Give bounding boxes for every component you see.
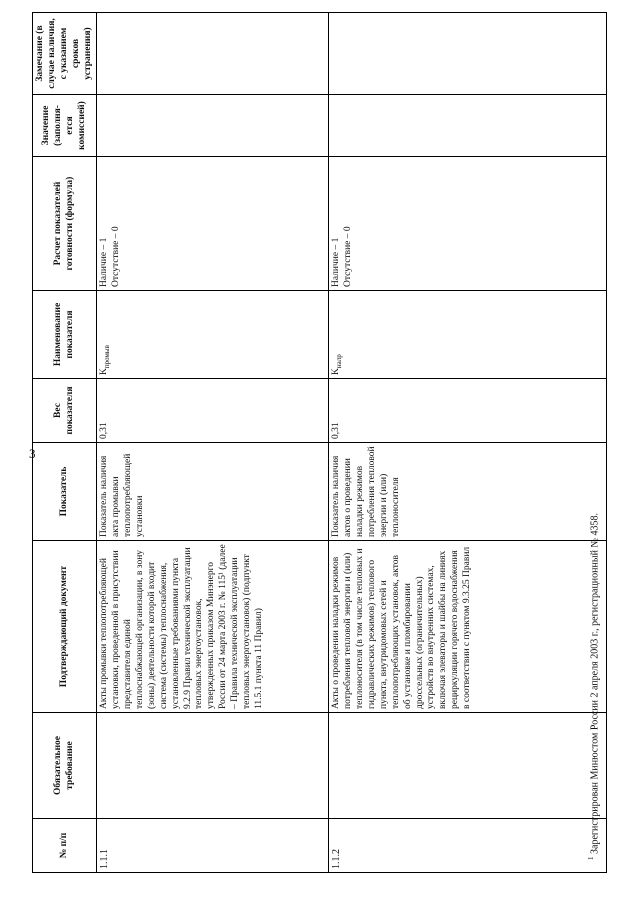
row-requirement: [329, 713, 607, 819]
row-remark: [329, 13, 607, 95]
row-formula: Наличие – 1 Отсутствие – 0: [97, 157, 329, 291]
row-document: Акты промывки теплопотребляющей установки, проведенной в присутствии представителя единой теплоснабжающей организации, в зону (зоны) деятельности которой входит система (системы) теплоснабжения, установленные требованиями пункта 9.2.9 Правил технической эксплуатации тепловых энергоустановок, утвержденных приказом Минэнерго России от 24 марта 2003 г. № 115¹ (далее – Правила технической эксплуатации тепловых энергоустановок) (подпункт 11.5.1 пункта 11 Правил): [97, 541, 329, 713]
header-weight: Вес показателя: [33, 379, 97, 443]
k-symbol: K: [99, 368, 110, 375]
row-document: Акты о проведении наладки режимов потребления тепловой энергии и (или) теплоносителя (в том числе тепловых и гидравлических режимов) теплового пункта, внутридомовых сетей и теплопотребляющих установок, актов об установке и пломбировании дроссельных (ограничительных) устройств во внутренних системах, включая элеваторы и шайбы на линиях рециркуляции горячего водоснабжения в соответствии с пунктом 9.3.25 Правил: [329, 541, 607, 713]
row-value: [329, 95, 607, 157]
requirements-table: [32, 12, 607, 873]
table-row: [97, 13, 329, 873]
row-value: [97, 95, 329, 157]
row-num: 1.1.1: [97, 819, 329, 873]
page-number: 3: [29, 446, 36, 461]
row-weight: 0,31: [97, 379, 329, 443]
row-num: 1.1.2: [329, 819, 607, 873]
row-name: [329, 291, 607, 379]
header-value: Значение (заполня-ется комиссией): [33, 95, 97, 157]
table-row: [329, 13, 607, 873]
row-weight: 0,31: [329, 379, 607, 443]
row-name: [97, 291, 329, 379]
header-indicator: Показатель: [33, 443, 97, 541]
header-requirement: Обязательное требование: [33, 713, 97, 819]
header-document: Подтверждающий документ: [33, 541, 97, 713]
row-indicator: Показатель наличия акта промывки теплопотребляющей установки: [97, 443, 329, 541]
row-indicator: Показатель наличия актов о проведении наладки режимов потребления тепловой энергии и (или) теплоносителя: [329, 443, 607, 541]
header-num: № п/п: [33, 819, 97, 873]
k-subscript: промыв: [103, 345, 112, 369]
table-header-row: [33, 13, 97, 873]
k-symbol: K: [331, 368, 342, 375]
row-remark: [97, 13, 329, 95]
k-subscript: налр: [335, 354, 344, 369]
footnote: [587, 0, 607, 860]
header-formula: Расчет показателей готовности (формула): [33, 157, 97, 291]
rotated-table-container: [32, 13, 607, 873]
row-requirement: [97, 713, 329, 819]
footnote-mark: 1: [587, 856, 595, 860]
header-name: Наименование показателя: [33, 291, 97, 379]
header-remark: Замечание (в случае наличия, с указанием сроков устранения): [33, 13, 97, 95]
row-formula: Наличие – 1 Отсутствие – 0: [329, 157, 607, 291]
footnote-text: Зарегистрирован Минюстом России 2 апреля 2003 г., регистрационный № 4358.: [589, 513, 601, 854]
